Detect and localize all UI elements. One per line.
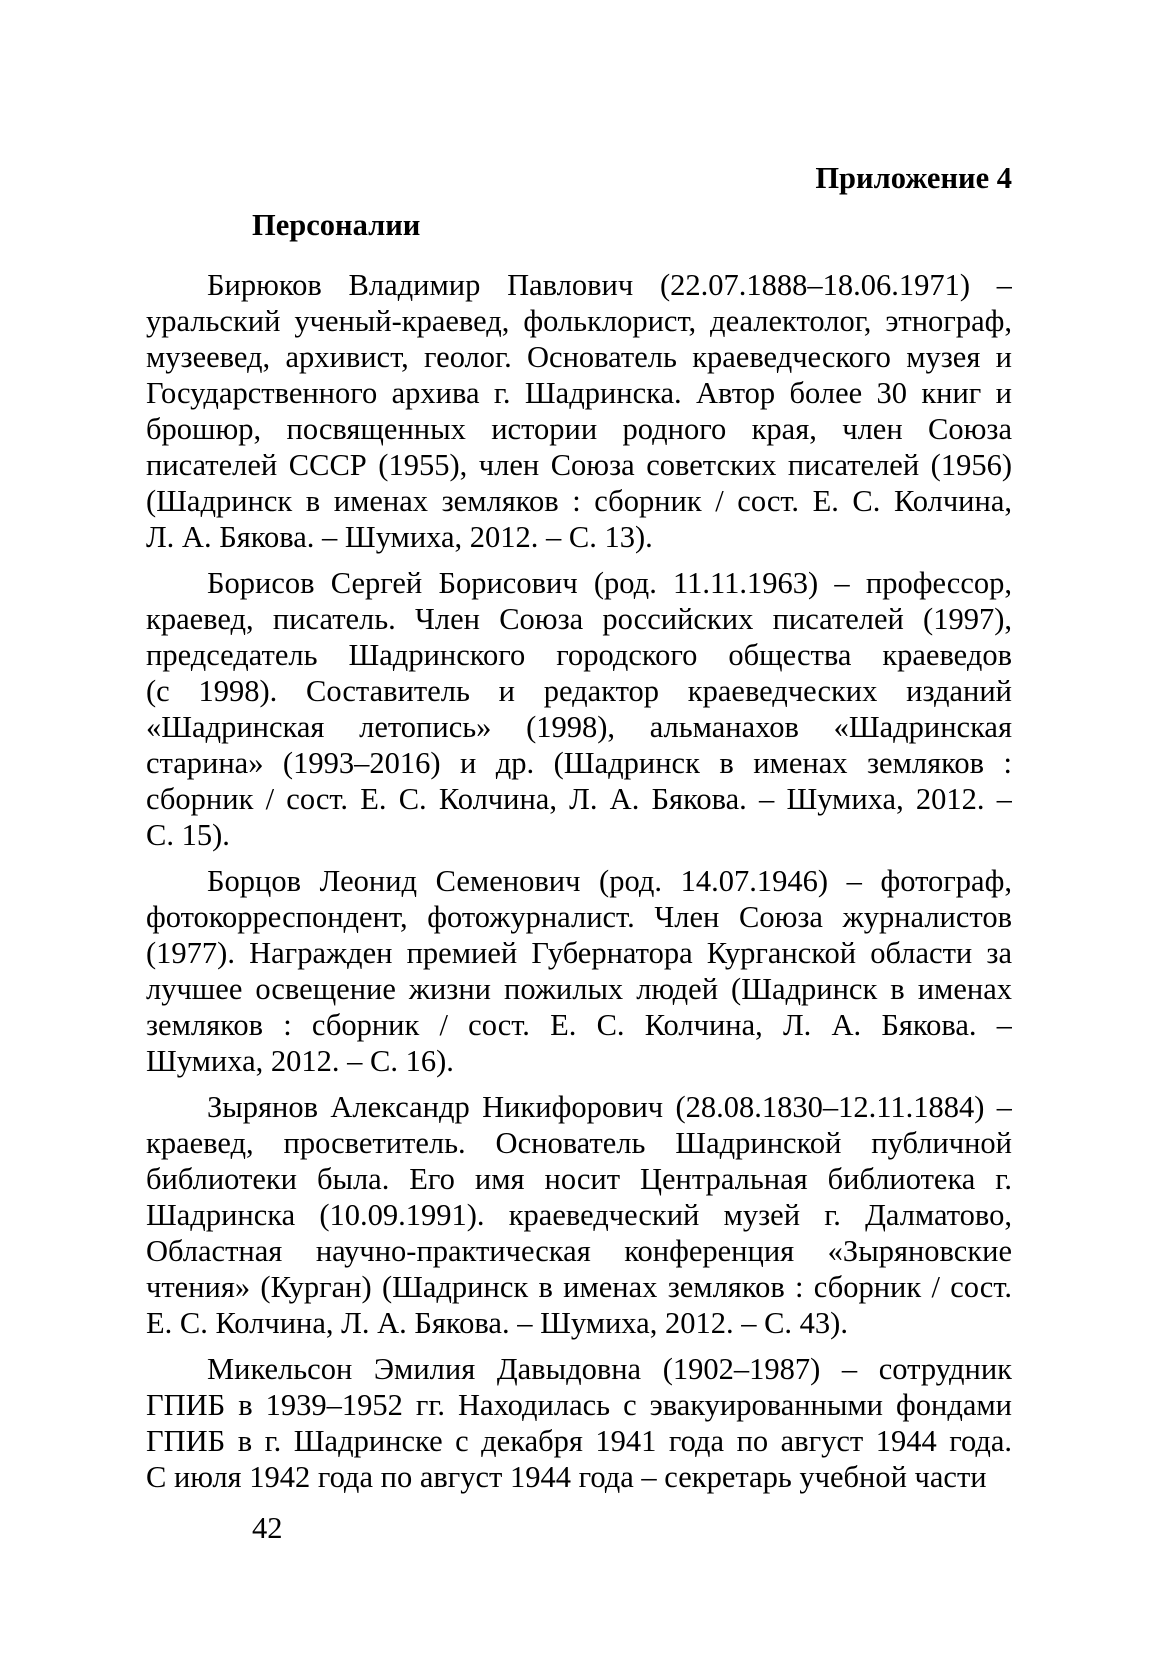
text-line: сборник / сост. Е. С. Колчина, Л. А. Бякова. – Шумиха, 2012. – xyxy=(146,782,1012,816)
text-line: старина» (1993–2016) и др. (Шадринск в именах земляков : xyxy=(146,746,1012,780)
page-number: 42 xyxy=(252,1511,283,1545)
text-line: лучшее освещение жизни пожилых людей (Шадринск в именах xyxy=(146,972,1012,1006)
appendix-label: Приложение 4 xyxy=(815,161,1012,195)
text-line: Борцов Леонид Семенович (род. 14.07.1946) – фотограф, xyxy=(207,864,1012,898)
text-line: Бирюков Владимир Павлович (22.07.1888–18.06.1971) – xyxy=(207,268,1012,302)
text-line: Шадринска (10.09.1991). краеведческий музей г. Далматово, xyxy=(146,1198,1012,1232)
text-line: Шумиха, 2012. – С. 16). xyxy=(146,1044,454,1078)
text-line: Микельсон Эмилия Давыдовна (1902–1987) – сотрудник xyxy=(207,1352,1012,1386)
page-content xyxy=(146,160,1012,1505)
text-line: С июля 1942 года по август 1944 года – секретарь учебной части xyxy=(146,1460,987,1494)
text-line: краевед, писатель. Член Союза российских писателей (1997), xyxy=(146,602,1012,636)
paragraph xyxy=(146,1351,1012,1495)
text-line: С. 15). xyxy=(146,818,230,852)
text-line: ГПИБ в г. Шадринске с декабря 1941 года по август 1944 года. xyxy=(146,1424,1012,1458)
text-line: уральский ученый-краевед, фольклорист, деалектолог, этнограф, xyxy=(146,304,1012,338)
text-line: библиотеки была. Его имя носит Центральная библиотека г. xyxy=(146,1162,1012,1196)
text-line: «Шадринская летопись» (1998), альманахов «Шадринская xyxy=(146,710,1012,744)
text-line: (с 1998). Составитель и редактор краеведческих изданий xyxy=(146,674,1012,708)
text-line: краевед, просветитель. Основатель Шадринской публичной xyxy=(146,1126,1012,1160)
text-line: (Шадринск в именах земляков : сборник / сост. Е. С. Колчина, xyxy=(146,484,1012,518)
text-line: Л. А. Бякова. – Шумиха, 2012. – С. 13). xyxy=(146,520,653,554)
text-line: (1977). Награжден премией Губернатора Курганской области за xyxy=(146,936,1012,970)
section-title: Персоналии xyxy=(252,208,421,242)
text-line: писателей СССР (1955), член Союза советских писателей (1956) xyxy=(146,448,1012,482)
paragraph xyxy=(146,863,1012,1079)
text-line: музеевед, архивист, геолог. Основатель краеведческого музея и xyxy=(146,340,1012,374)
text-line: Е. С. Колчина, Л. А. Бякова. – Шумиха, 2012. – С. 43). xyxy=(146,1306,848,1340)
paragraph-list xyxy=(146,267,1012,1495)
paragraph xyxy=(146,267,1012,555)
text-line: земляков : сборник / сост. Е. С. Колчина, Л. А. Бякова. – xyxy=(146,1008,1012,1042)
text-line: фотокорреспондент, фотожурналист. Член Союза журналистов xyxy=(146,900,1012,934)
text-line: брошюр, посвященных истории родного края, член Союза xyxy=(146,412,1012,446)
text-line: Зырянов Александр Никифорович (28.08.1830–12.11.1884) – xyxy=(207,1090,1012,1124)
text-line: ГПИБ в 1939–1952 гг. Находилась с эвакуированными фондами xyxy=(146,1388,1012,1422)
text-line: председатель Шадринского городского общества краеведов xyxy=(146,638,1012,672)
paragraph xyxy=(146,1089,1012,1341)
text-line: чтения» (Курган) (Шадринск в именах земляков : сборник / сост. xyxy=(146,1270,1012,1304)
text-line: Областная научно-практическая конференция «Зыряновские xyxy=(146,1234,1012,1268)
text-line: Борисов Сергей Борисович (род. 11.11.1963) – профессор, xyxy=(207,566,1012,600)
text-line: Государственного архива г. Шадринска. Автор более 30 книг и xyxy=(146,376,1012,410)
paragraph xyxy=(146,565,1012,853)
